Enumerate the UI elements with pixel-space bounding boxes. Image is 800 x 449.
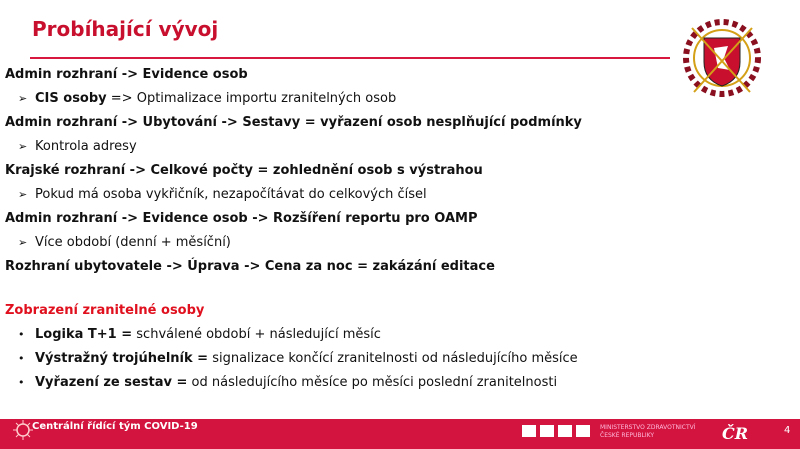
sub-item-text: Pokud má osoba vykřičník, nezapočítávat do celkových čísel: [35, 187, 427, 202]
sub-item-text: Kontrola adresy: [35, 139, 137, 154]
arrow-bullet-icon: ➢: [18, 236, 28, 249]
cr-logo: ČR: [722, 424, 749, 443]
ministry-line-1: MINISTERSTVO ZDRAVOTNICTVÍ: [600, 424, 696, 431]
footer-bar: [0, 419, 800, 449]
heading-line: Admin rozhraní -> Evidence osob: [5, 67, 248, 82]
bullet-item: [5, 326, 582, 350]
bullet-bold: Výstražný trojúhelník =: [35, 351, 209, 366]
arrow-bullet-icon: ➢: [18, 140, 28, 153]
dot-bullet-icon: •: [18, 328, 25, 341]
heading-line: Admin rozhraní -> Ubytování -> Sestavy = vyřazení osob nesplňující podmínky: [5, 115, 582, 130]
heading-line: Admin rozhraní -> Evidence osob -> Rozšíření reportu pro OAMP: [5, 211, 478, 226]
sub-item-bold: CIS osoby: [35, 91, 107, 106]
sub-item: [5, 138, 582, 162]
ministry-logo-icon: [522, 425, 590, 437]
slide-content: [5, 66, 582, 398]
sub-item: [5, 186, 582, 210]
sub-item: [5, 90, 582, 114]
bullet-text: od následujícího měsíce po měsíci poslední zranitelnosti: [187, 375, 558, 390]
heading-line: Rozhraní ubytovatele -> Úprava -> Cena za noc = zakázání editace: [5, 259, 495, 274]
sub-item-text: Více období (denní + měsíční): [35, 235, 231, 250]
dot-bullet-icon: •: [18, 376, 25, 389]
arrow-bullet-icon: ➢: [18, 188, 28, 201]
page-title: Probíhající vývoj: [32, 17, 219, 41]
section-title: Zobrazení zranitelné osoby: [5, 303, 205, 318]
dot-bullet-icon: •: [18, 352, 25, 365]
sub-item: [5, 234, 582, 258]
bullet-bold: Vyřazení ze sestav =: [35, 375, 188, 390]
heading-line: Krajské rozhraní -> Celkové počty = zohlednění osob s výstrahou: [5, 163, 483, 178]
bullet-text: signalizace končící zranitelnosti od následujícího měsíce: [208, 351, 578, 366]
bullet-item: [5, 374, 582, 398]
title-divider: [30, 57, 670, 59]
ministry-line-2: ČESKÉ REPUBLIKY: [600, 432, 655, 439]
bullet-text: schválené období + následující měsíc: [132, 327, 381, 342]
sub-item-text: => Optimalizace importu zranitelných osob: [106, 91, 397, 106]
bullet-bold: Logika T+1 =: [35, 327, 133, 342]
spacer: [5, 282, 582, 302]
bullet-item: [5, 350, 582, 374]
page-number: 4: [784, 425, 791, 436]
footer-team: Centrální řídící tým COVID-19: [32, 421, 198, 432]
ministry-name: [600, 424, 696, 440]
arrow-bullet-icon: ➢: [18, 92, 28, 105]
state-emblem-icon: [680, 14, 765, 102]
virus-icon: [12, 419, 34, 441]
